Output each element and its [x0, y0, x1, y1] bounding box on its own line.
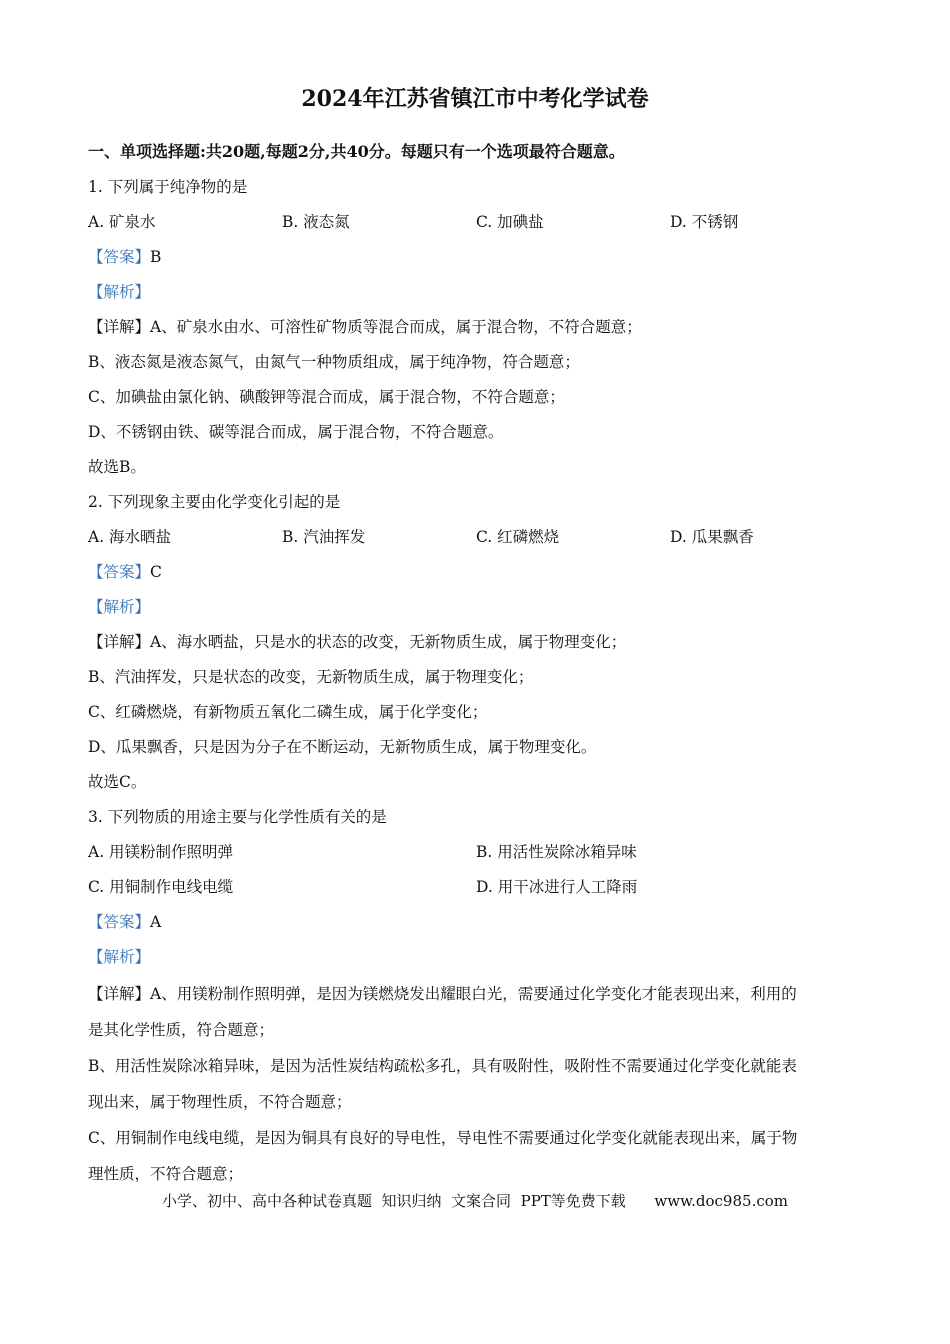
q2-option-c: C. 红磷燃烧: [476, 528, 560, 546]
q1-conclusion: 故选B。: [88, 458, 146, 476]
q1-option-b: B. 液态氮: [282, 213, 350, 231]
q3-detail-line: B、用活性炭除冰箱异味，是因为活性炭结构疏松多孔，具有吸附性，吸附性不需要通过化学变化就能表: [88, 1057, 797, 1075]
q2-option-a: A. 海水晒盐: [88, 528, 172, 546]
q3-detail-line: 理性质，不符合题意；: [88, 1165, 244, 1183]
q2-option-b: B. 汽油挥发: [282, 528, 366, 546]
q2-detail-line: [88, 630, 626, 654]
answer-tag: 【答案】: [88, 248, 151, 266]
q2-answer: [88, 560, 162, 584]
q1-detail-line: B、液态氮是液态氮气，由氮气一种物质组成，属于纯净物，符合题意；: [88, 353, 580, 371]
question-2-stem: 2. 下列现象主要由化学变化引起的是: [88, 493, 341, 511]
q3-detail-line: [88, 982, 797, 1006]
question-3-stem: 3. 下列物质的用途主要与化学性质有关的是: [88, 808, 387, 826]
detail-tag: 【详解】: [88, 985, 151, 1003]
q2-detail-text: A、海水晒盐，只是水的状态的改变，无新物质生成，属于物理变化；: [150, 633, 627, 651]
q3-detail-text: A、用镁粉制作照明弹，是因为镁燃烧发出耀眼白光，需要通过化学变化才能表现出来，利用的: [150, 985, 797, 1003]
q3-option-a: A. 用镁粉制作照明弹: [88, 843, 234, 861]
q1-option-a: A. 矿泉水: [88, 213, 156, 231]
q1-detail-line: [88, 315, 642, 339]
q3-option-b: B. 用活性炭除冰箱异味: [476, 843, 637, 861]
page-title: 2024年江苏省镇江市中考化学试卷: [301, 86, 649, 112]
page-footer: 小学、初中、高中各种试卷真题 知识归纳 文案合同 PPT等免费下载 www.doc985.com: [161, 1192, 788, 1210]
q1-detail-text: A、矿泉水由水、可溶性矿物质等混合而成，属于混合物，不符合题意；: [150, 318, 642, 336]
q3-option-d: D. 用干冰进行人工降雨: [476, 878, 638, 896]
q2-analysis-tag: 【解析】: [88, 598, 151, 616]
q1-answer-value: B: [150, 248, 162, 266]
q3-answer-value: A: [150, 913, 162, 931]
q2-detail-line: C、红磷燃烧，有新物质五氧化二磷生成，属于化学变化；: [88, 703, 488, 721]
q2-answer-value: C: [150, 563, 162, 581]
q1-detail-line: C、加碘盐由氯化钠、碘酸钾等混合而成，属于混合物，不符合题意；: [88, 388, 565, 406]
answer-tag: 【答案】: [88, 913, 151, 931]
answer-tag: 【答案】: [88, 563, 151, 581]
q1-detail-line: D、不锈钢由铁、碳等混合而成，属于混合物，不符合题意。: [88, 423, 504, 441]
detail-tag: 【详解】: [88, 633, 151, 651]
q1-analysis-tag: 【解析】: [88, 283, 151, 301]
q1-option-d: D. 不锈钢: [670, 213, 739, 231]
detail-tag: 【详解】: [88, 318, 151, 336]
q2-detail-line: D、瓜果飘香，只是因为分子在不断运动，无新物质生成，属于物理变化。: [88, 738, 597, 756]
q3-detail-line: C、用铜制作电线电缆，是因为铜具有良好的导电性，导电性不需要通过化学变化就能表现出来，属于物: [88, 1129, 798, 1147]
q2-conclusion: 故选C。: [88, 773, 147, 791]
q3-option-c: C. 用铜制作电线电缆: [88, 878, 234, 896]
q1-answer: [88, 245, 161, 269]
q2-option-d: D. 瓜果飘香: [670, 528, 754, 546]
q2-detail-line: B、汽油挥发，只是状态的改变，无新物质生成，属于物理变化；: [88, 668, 534, 686]
q3-answer: [88, 910, 161, 934]
q3-analysis-tag: 【解析】: [88, 948, 151, 966]
q3-detail-line: 现出来，属于物理性质，不符合题意；: [88, 1093, 352, 1111]
q1-option-c: C. 加碘盐: [476, 213, 544, 231]
section-heading: 一、单项选择题:共20题,每题2分,共40分。每题只有一个选项最符合题意。: [88, 142, 625, 161]
q3-detail-line: 是其化学性质，符合题意；: [88, 1021, 275, 1039]
question-1-stem: 1. 下列属于纯净物的是: [88, 178, 248, 196]
